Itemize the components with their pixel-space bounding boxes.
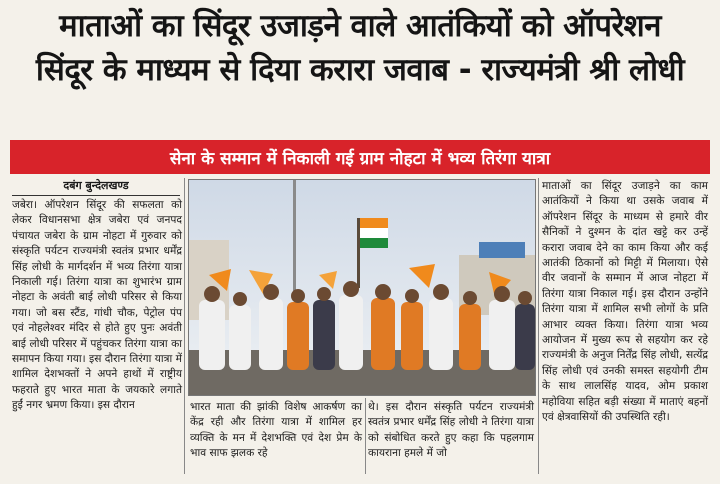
column-divider xyxy=(365,398,366,474)
article-column-right: माताओं का सिंदूर उजाड़ने का काम आतंकियों ने किया था उसके जवाब में ऑपरेशन सिंदूर के माध्यम से हमारे वीर सैनिकों ने दुश्मन के दांत खट्टे कर उन्हें करारा जवाब देने का काम किया और कई आतंकी ठिकानों को मिट्टी में मिलाया। ऐसे वीर जवानों के सम्मान में आज नोहटा में तिरंगा यात्रा निकाल गई। इस दौरान उन्होंने तिरंगा यात्रा में शामिल सभी लोगों के प्रति आभार व्यक्त किया। तिरंगा यात्रा भव्य आयोजन में मुख्य रूप से सहयोग कर रहे राज्यमंत्री के अनुज निर्तेंद्र सिंह लोधी, सत्येंद्र सिंह लोधी एवं उनकी समस्त सहयोगी टीम के साथ लालसिंह यादव, ओम प्रकाश महोविया सहित बड़ी संख्या में माताएं बहनों एवं क्षेत्रवासियों की उपस्थिति रही। xyxy=(542,180,708,424)
subheadline-text: सेना के सम्मान में निकाली गई ग्राम नोहटा में भव्य तिरंगा यात्रा xyxy=(169,148,551,169)
subheadline-banner xyxy=(10,140,710,174)
byline: दबंग बुन्देलखण्ड xyxy=(12,178,180,196)
column-divider xyxy=(184,178,185,474)
column-divider xyxy=(538,178,539,474)
article-column-left: जबेरा। ऑपरेशन सिंदूर की सफलता को लेकर विधानसभा क्षेत्र जबेरा एवं जनपद पंचायत जबेरा के ग्राम नोहटा में गुरुवार को संस्कृति पर्यटन राज्यमंत्री स्वतंत्र प्रभार धर्मेंद्र सिंह लोधी के मार्गदर्शन में भव्य तिरंगा यात्रा निकाली गई। तिरंगा यात्रा का शुभारंभ ग्राम नोहटा के अवंती बाई लोधी परिसर से किया गया। जो बस स्टैंड, गांधी चौक, पेट्रोल पंप एवं नोहलेश्वर मंदिर से होते हुए पुनः अवंती बाई लोधी परिसर में पहुंचकर तिरंगा यात्रा का समापन किया गया। इस दौरान तिरंगा यात्रा में शामिल देशभक्तों ने अपने हाथों में राष्ट्रीय फहराते हुए भारत माता के जयकारे लगाते हुईं नगर भ्रमण किया। इस दौरान xyxy=(12,199,182,412)
article-column-middle-1: भारत माता की झांकी विशेष आकर्षण का केंद्र रही और तिरंगा यात्रा में शामिल हर व्यक्ति के मन में देशभक्ति एवं देश प्रेम के भाव साफ झलक रहे xyxy=(190,401,362,460)
headline-line-1: माताओं का सिंदूर उजाड़ने वाले आतंकियों को ऑपरेशन xyxy=(59,8,661,44)
headline xyxy=(0,4,720,92)
rally-photo xyxy=(188,179,536,396)
article-column-middle-2: थे। इस दौरान संस्कृति पर्यटन राज्यमंत्री स्वतंत्र प्रभार धर्मेंद्र सिंह लोधी ने तिरंगा यात्रा को संबोधित करते हुए कहा कि पहलगाम कायराना हमले में जो xyxy=(368,401,534,460)
headline-line-2: सिंदूर के माध्यम से दिया करारा जवाब - राज्यमंत्री श्री लोधी xyxy=(35,52,685,88)
